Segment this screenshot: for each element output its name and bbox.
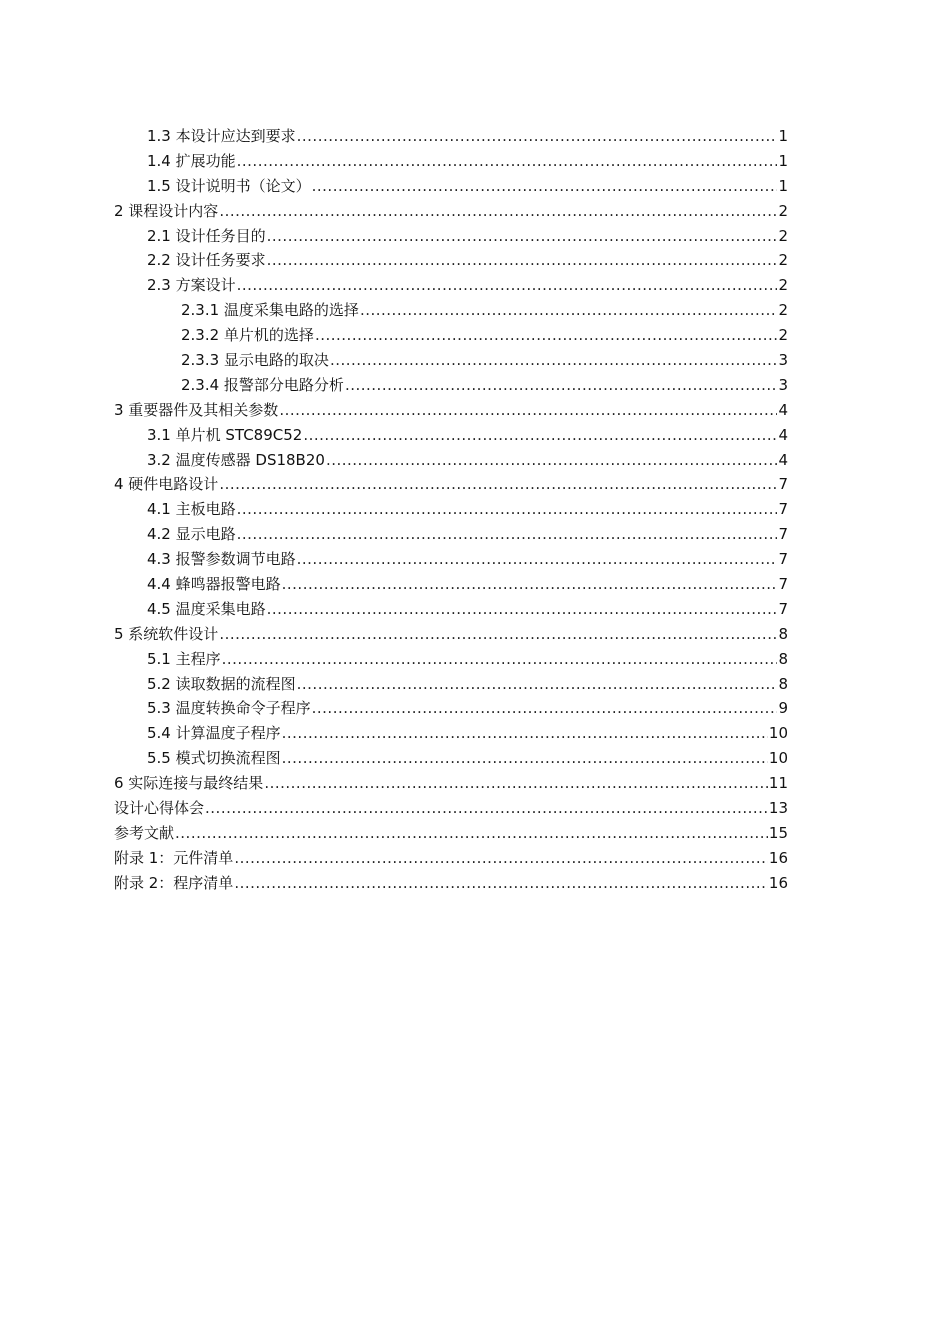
toc-entry[interactable] [114,448,788,473]
toc-page-number: 7 [778,500,788,519]
toc-dot-leader [315,323,778,348]
toc-entry[interactable] [114,846,788,871]
toc-entry[interactable] [114,124,788,149]
toc-page-number: 7 [778,575,788,594]
toc-page-number: 1 [778,127,788,145]
toc-entry-title: 4.5 温度采集电路 [147,599,266,618]
toc-page-number: 2 [778,326,788,345]
toc-entry-title: 2.3.3 显示电路的取决 [181,351,329,370]
toc-page-number: 10 [768,724,788,743]
toc-entry[interactable] [114,572,788,597]
toc-entry-title: 5.1 主程序 [147,649,221,668]
toc-dot-leader [219,199,777,224]
toc-page-number: 7 [778,475,788,494]
toc-entry[interactable] [114,821,788,846]
toc-entry[interactable] [114,248,788,273]
toc-entry-title: 2.3.2 单片机的选择 [181,326,314,345]
toc-dot-leader [312,696,778,721]
toc-page-number: 7 [778,550,788,569]
toc-entry[interactable] [114,373,788,398]
toc-dot-leader [282,572,778,597]
toc-page-number: 2 [778,251,788,270]
toc-dot-leader [237,522,778,547]
toc-entry[interactable] [114,273,788,298]
toc-dot-leader [205,796,768,821]
toc-dot-leader [234,871,768,896]
toc-page-number: 8 [778,624,788,643]
toc-dot-leader [330,348,778,373]
toc-entry-title: 5 系统软件设计 [114,624,219,643]
toc-page-number: 2 [778,226,788,245]
toc-entry-title: 3 重要器件及其相关参数 [114,400,279,419]
toc-page-number: 10 [768,749,788,768]
toc-entry[interactable] [114,174,788,199]
toc-dot-leader [312,174,778,199]
toc-page-number: 4 [778,450,788,469]
toc-page-number: 3 [778,351,788,370]
toc-dot-leader [237,273,778,298]
toc-entry-title: 2.2 设计任务要求 [147,251,266,270]
toc-page-number: 2 [778,201,788,220]
toc-page-number: 7 [778,525,788,544]
toc-entry-title: 6 实际连接与最终结果 [114,774,264,793]
toc-dot-leader [234,846,768,871]
toc-entry-title: 参考文献 [114,823,175,842]
toc-entry-title: 1.3 本设计应达到要求 [147,127,296,145]
toc-entry-title: 1.5 设计说明书（论文） [147,176,311,195]
toc-dot-leader [297,672,778,697]
toc-entry[interactable] [114,298,788,323]
toc-entry-title: 2.3.1 温度采集电路的选择 [181,301,359,320]
toc-entry[interactable] [114,398,788,423]
toc-dot-leader [282,721,768,746]
toc-entry-title: 2.3.4 报警部分电路分析 [181,375,344,394]
toc-entry-title: 1.4 扩展功能 [147,151,236,170]
toc-dot-leader [175,821,768,846]
toc-entry-title: 5.5 模式切换流程图 [147,749,281,768]
toc-page-number: 4 [778,425,788,444]
toc-dot-leader [219,472,777,497]
toc-entry-title: 2 课程设计内容 [114,201,219,220]
toc-entry[interactable] [114,672,788,697]
toc-entry[interactable] [114,522,788,547]
toc-entry[interactable] [114,597,788,622]
toc-entry[interactable] [114,721,788,746]
toc-entry[interactable] [114,622,788,647]
toc-entry-title: 附录 2：程序清单 [114,873,234,892]
toc-dot-leader [219,622,777,647]
toc-entry-title: 3.1 单片机 STC89C52 [147,425,303,444]
toc-page-number: 4 [778,400,788,419]
toc-entry-title: 4.4 蜂鸣器报警电路 [147,575,281,594]
toc-entry[interactable] [114,323,788,348]
toc-dot-leader [345,373,778,398]
toc-page-number: 3 [778,375,788,394]
toc-dot-leader [326,448,778,473]
toc-page-number: 2 [778,276,788,295]
toc-dot-leader [297,124,778,149]
toc-dot-leader [267,224,778,249]
toc-entry[interactable] [114,696,788,721]
toc-entry[interactable] [114,348,788,373]
toc-entry-title: 附录 1：元件清单 [114,848,234,867]
toc-entry-title: 2.1 设计任务目的 [147,226,266,245]
toc-page-number: 7 [778,599,788,618]
table-of-contents [114,124,788,896]
toc-page-number: 2 [778,301,788,320]
toc-page-number: 1 [778,176,788,195]
toc-dot-leader [279,398,777,423]
toc-entry-title: 4.3 报警参数调节电路 [147,550,296,569]
toc-entry[interactable] [114,149,788,174]
toc-entry-title: 4.1 主板电路 [147,500,236,519]
toc-entry[interactable] [114,423,788,448]
toc-dot-leader [222,647,778,672]
toc-entry[interactable] [114,771,788,796]
toc-entry[interactable] [114,796,788,821]
toc-dot-leader [360,298,778,323]
toc-dot-leader [237,497,778,522]
toc-dot-leader [303,423,777,448]
toc-entry-title: 3.2 温度传感器 DS18B20 [147,450,325,469]
toc-page-number: 16 [768,873,788,892]
toc-page-number: 8 [778,674,788,693]
toc-page-number: 16 [768,848,788,867]
toc-dot-leader [297,547,778,572]
toc-entry-title: 5.2 读取数据的流程图 [147,674,296,693]
toc-entry[interactable] [114,224,788,249]
toc-entry[interactable] [114,746,788,771]
toc-entry[interactable] [114,497,788,522]
toc-dot-leader [237,149,778,174]
toc-page-number: 15 [768,823,788,842]
toc-entry[interactable] [114,871,788,896]
toc-entry[interactable] [114,472,788,497]
toc-entry[interactable] [114,199,788,224]
toc-page-number: 8 [778,649,788,668]
toc-dot-leader [267,597,778,622]
toc-entry-title: 5.3 温度转换命令子程序 [147,699,311,718]
toc-dot-leader [267,248,778,273]
toc-page-number: 11 [768,774,788,793]
toc-page-number: 1 [778,151,788,170]
toc-entry-title: 5.4 计算温度子程序 [147,724,281,743]
toc-entry[interactable] [114,647,788,672]
toc-dot-leader [282,746,768,771]
toc-page-number: 9 [778,699,788,718]
toc-page-number: 13 [768,799,788,818]
toc-entry-title: 4.2 显示电路 [147,525,236,544]
toc-entry-title: 4 硬件电路设计 [114,475,219,494]
toc-dot-leader [264,771,768,796]
toc-entry[interactable] [114,547,788,572]
toc-entry-title: 2.3 方案设计 [147,276,236,295]
toc-entry-title: 设计心得体会 [114,799,205,818]
